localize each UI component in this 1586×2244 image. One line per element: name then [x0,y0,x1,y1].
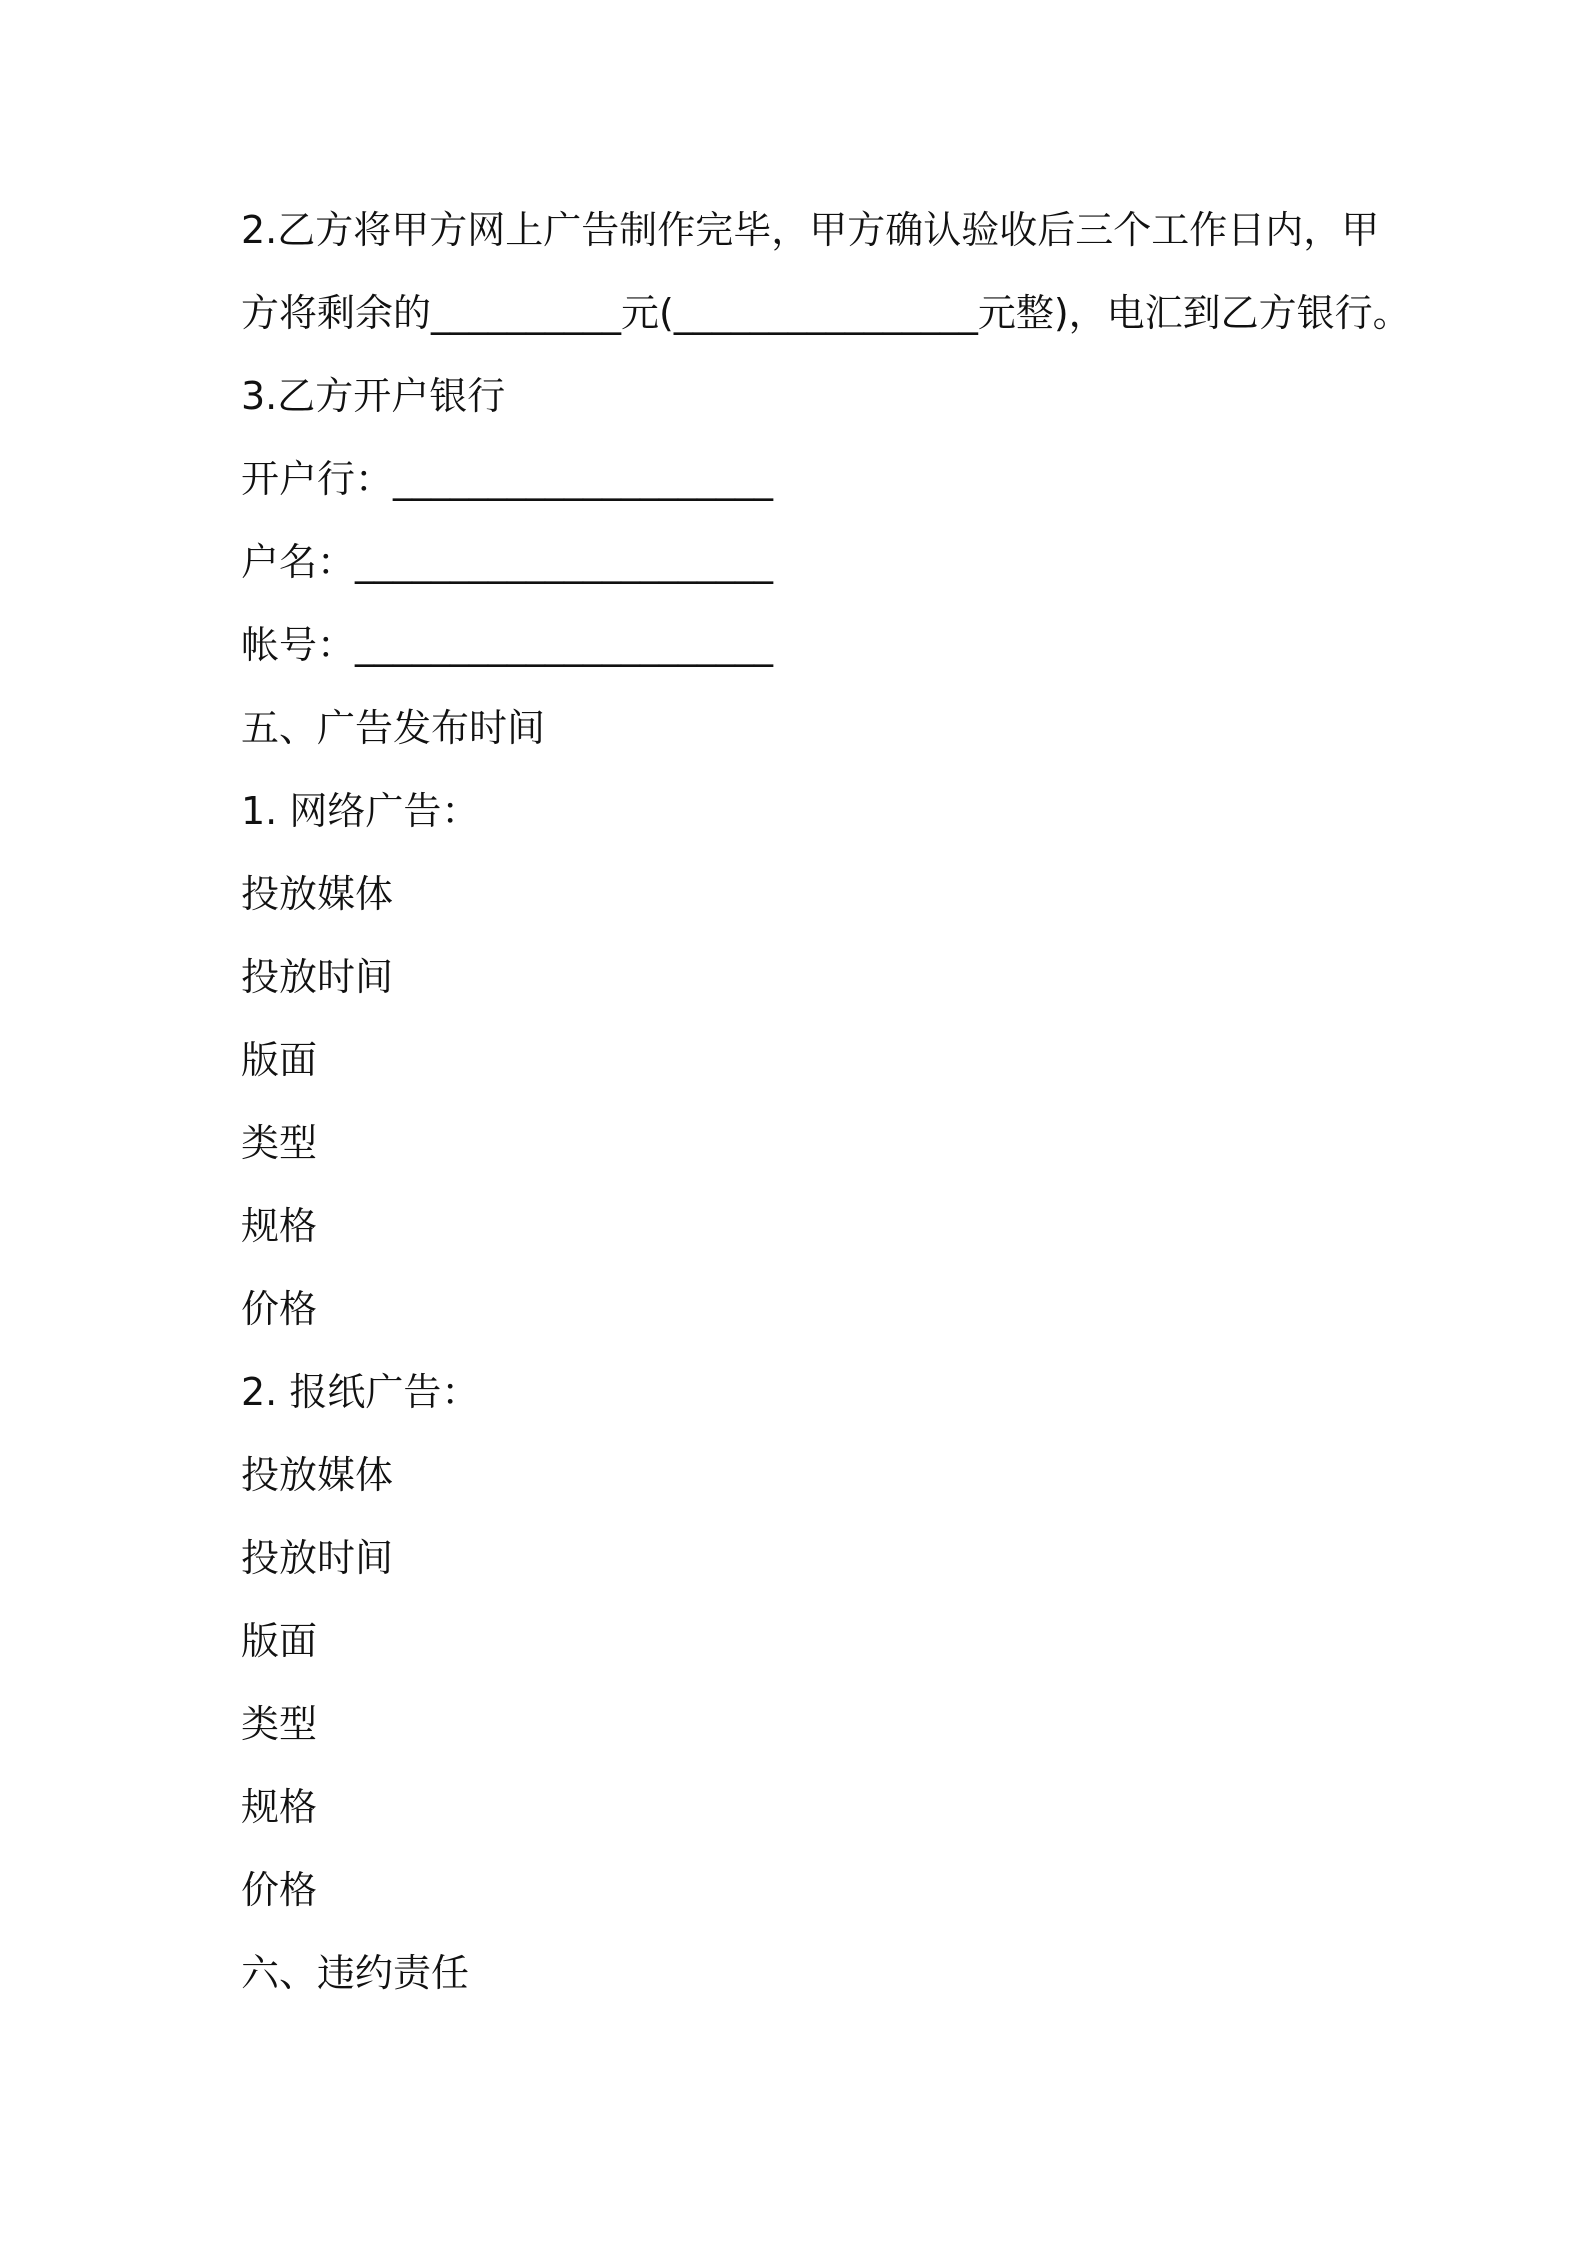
bank-account-heading: 3.乙方开户银行 [241,374,506,418]
section-6-heading: 六、违约责任 [241,1951,470,1995]
online-media-label: 投放媒体 [241,872,394,916]
newspaper-ad-heading: 2. 报纸广告： [241,1370,480,1414]
newspaper-spec-label: 规格 [241,1785,318,1829]
online-spec-label: 规格 [241,1204,318,1248]
newspaper-time-label: 投放时间 [241,1536,394,1580]
payment-clause-line-2: 方将剩余的__________元(________________元整)，电汇到乙方银行。 [241,291,1411,335]
online-type-label: 类型 [241,1121,318,1165]
section-5-heading: 五、广告发布时间 [241,706,546,750]
online-ad-heading: 1. 网络广告： [241,789,480,833]
bank-name-field: 开户行：____________________ [241,457,774,501]
account-holder-field: 户名：______________________ [241,540,774,584]
online-price-label: 价格 [241,1287,318,1331]
newspaper-price-label: 价格 [241,1868,318,1912]
newspaper-media-label: 投放媒体 [241,1453,394,1497]
online-time-label: 投放时间 [241,955,394,999]
account-number-field: 帐号：______________________ [241,623,774,667]
payment-clause-line-1: 2.乙方将甲方网上广告制作完毕，甲方确认验收后三个工作日内，甲 [241,208,1380,252]
newspaper-layout-label: 版面 [241,1619,318,1663]
online-layout-label: 版面 [241,1038,318,1082]
newspaper-type-label: 类型 [241,1702,318,1746]
